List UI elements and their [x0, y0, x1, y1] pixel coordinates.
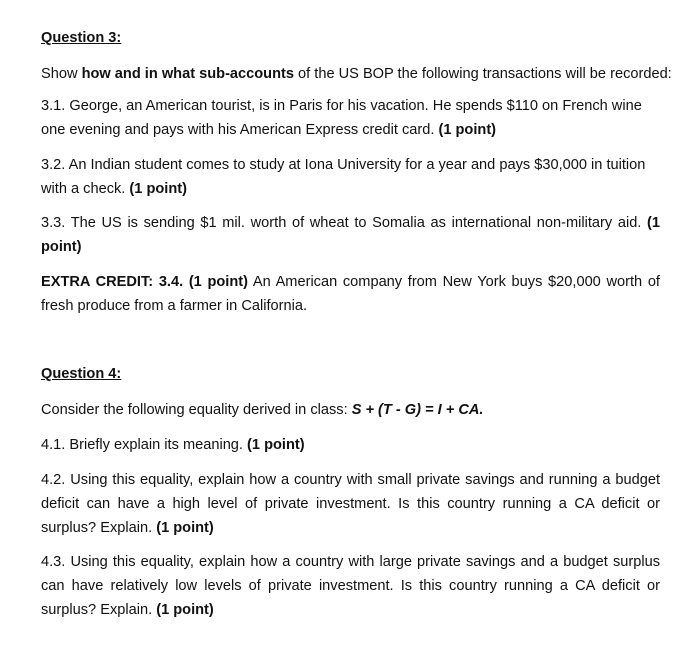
question-3-1	[41, 94, 660, 142]
extra-credit-label: EXTRA CREDIT: 3.4. (1 point)	[41, 274, 248, 290]
item-points: (1 point)	[438, 122, 497, 138]
item-points: (1 point)	[247, 437, 305, 453]
question-4-heading: Question 4:	[41, 366, 122, 382]
item-text: 3.3. The US is sending $1 mil. worth of wheat to Somalia as international non-military aid.	[41, 215, 648, 231]
question-4-1	[41, 433, 660, 457]
item-text: 4.3. Using this equality, explain how a country with large private savings and a budget surplus can have relatively low levels of private investment. Is this country running a CA deficit or surplus? Explain.	[41, 554, 660, 618]
item-points: (1 point)	[129, 181, 187, 197]
intro-text: Consider the following equality derived in class:	[41, 402, 352, 418]
extra-credit-text: An American company from New York buys $20,000 worth of fresh produce from a farmer in California.	[41, 274, 660, 314]
question-4-intro	[41, 398, 660, 422]
question-3-intro	[41, 62, 672, 86]
item-points: (1 point)	[156, 520, 214, 536]
question-3-heading: Question 3:	[41, 30, 122, 46]
equation: S + (T - G) = I + CA.	[351, 402, 484, 418]
question-4-2	[41, 468, 660, 540]
intro-bold-text: how and in what sub-accounts	[81, 66, 294, 82]
item-points: (1 point)	[41, 215, 660, 255]
question-4-3	[41, 550, 660, 622]
item-text: 4.1. Briefly explain its meaning.	[41, 437, 248, 453]
intro-text: Show	[41, 66, 82, 82]
item-text: 3.2. An Indian student comes to study at Iona University for a year and pays $30,000 in tuition with a check.	[41, 157, 646, 197]
question-3-3	[41, 211, 660, 259]
item-points: (1 point)	[156, 602, 214, 618]
question-3-2	[41, 153, 660, 201]
item-text: 4.2. Using this equality, explain how a country with small private savings and running a budget deficit can have a high level of private investment. Is this country running a CA deficit or surplus? Explain.	[41, 472, 660, 536]
intro-text-end: of the US BOP the following transactions will be recorded:	[294, 66, 672, 82]
item-text: 3.1. George, an American tourist, is in Paris for his vacation. He spends $110 on French wine one evening and pays with his American Express credit card.	[41, 98, 642, 138]
question-3-4-extra-credit	[41, 270, 660, 318]
